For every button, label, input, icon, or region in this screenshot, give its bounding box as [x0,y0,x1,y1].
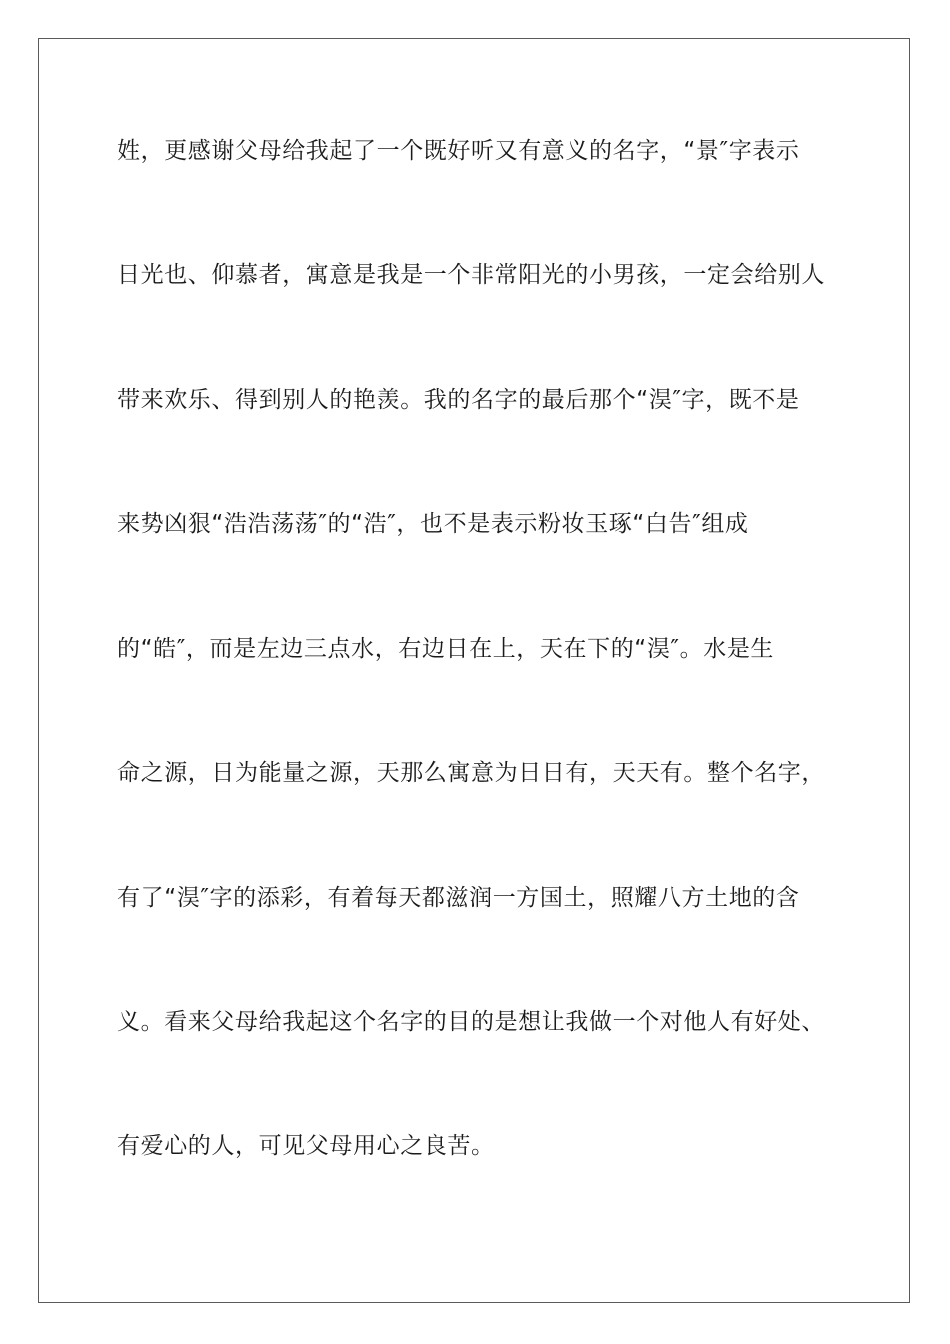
paragraph-line: 来势凶狠“浩浩荡荡″的“浩″，也不是表示粉妆玉琢“白告″组成 [117,511,749,537]
page-border [38,38,910,1303]
paragraph-line: 姓，更感谢父母给我起了一个既好听又有意义的名字，“景″字表示 [117,138,800,164]
paragraph-line: 命之源，日为能量之源，天那么寓意为日日有，天天有。整个名字， [117,760,825,786]
paragraph-line: 义。看来父母给我起这个名字的目的是想让我做一个对他人有好处、 [117,1009,825,1035]
paragraph-line: 有爱心的人，可见父母用心之良苦。 [117,1133,495,1159]
paragraph-line: 的“皓″，而是左边三点水，右边日在上，天在下的“淏″。水是生 [117,636,775,662]
paragraph-line: 日光也、仰慕者，寓意是我是一个非常阳光的小男孩，一定会给别人 [117,262,825,288]
paragraph-line: 带来欢乐、得到别人的艳羡。我的名字的最后那个“淏″字，既不是 [117,387,800,413]
paragraph-line: 有了“淏″字的添彩，有着每天都滋润一方国土，照耀八方土地的含 [117,885,800,911]
